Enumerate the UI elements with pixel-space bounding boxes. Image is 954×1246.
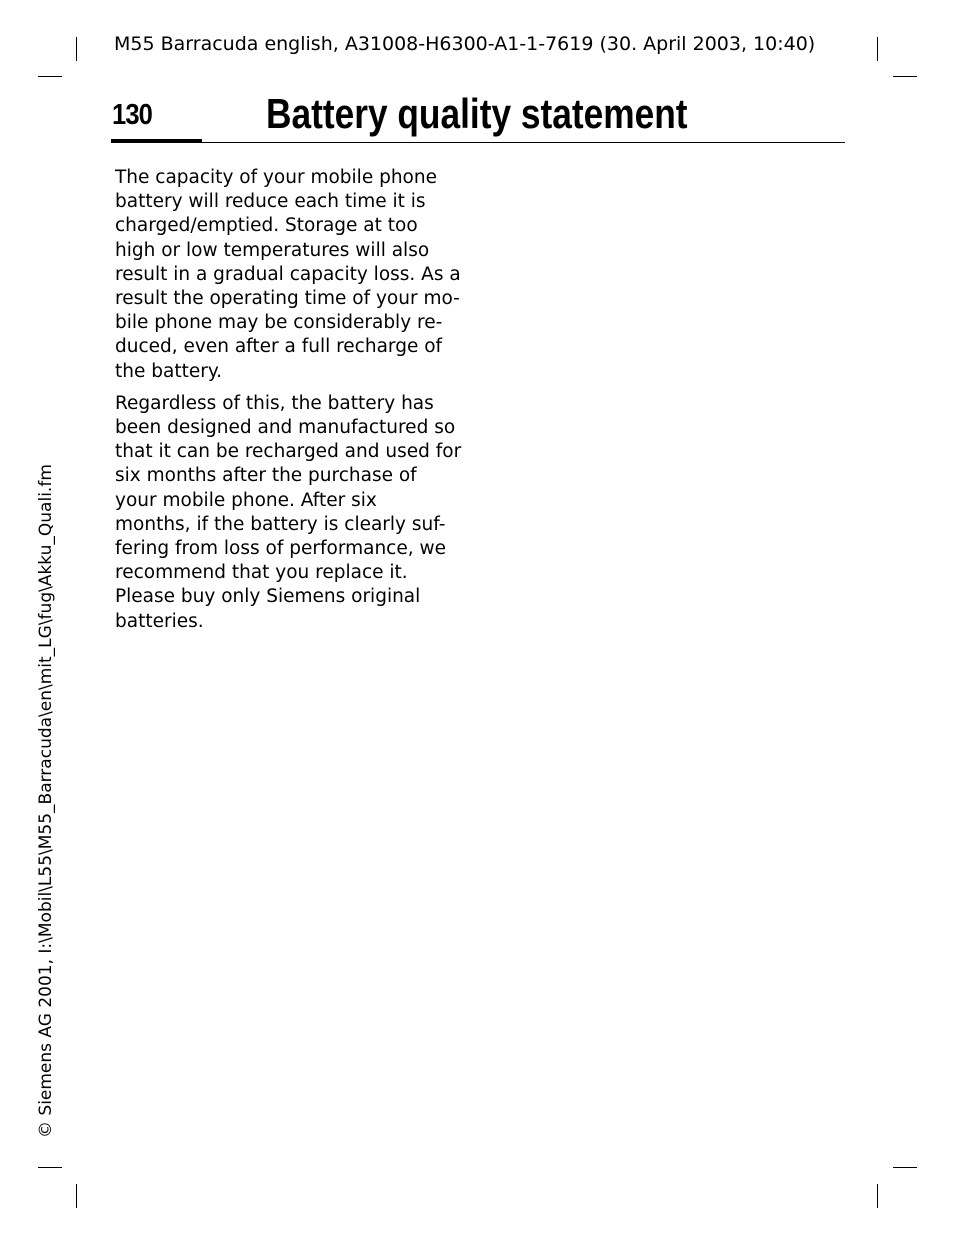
text-line: high or low temperatures will also [115, 239, 430, 261]
page-title: Battery quality statement [266, 90, 688, 137]
text-line: bile phone may be considerably re- [115, 312, 443, 334]
crop-mark-bottom-right-horizontal [893, 1167, 917, 1168]
crop-mark-bottom-right-vertical [877, 1184, 878, 1208]
text-line: The capacity of your mobile phone [115, 167, 437, 188]
text-line: six months after the purchase of [115, 465, 417, 487]
text-line: duced, even after a full recharge of [115, 336, 443, 358]
text-line: recommend that you replace it. [115, 562, 408, 584]
paragraph [115, 166, 465, 384]
text-line: batteries. [115, 610, 204, 632]
page-number: 130 [112, 99, 152, 131]
copyright-file-path: © Siemens AG 2001, I:\Mobil\L55\M55_Barracuda\en\mit_LG\fug\Akku_Quali.fm [36, 464, 56, 1138]
text-line: your mobile phone. After six [115, 489, 377, 511]
crop-mark-top-right-horizontal [893, 76, 917, 77]
body-text [115, 166, 465, 642]
crop-mark-top-left-horizontal [38, 76, 62, 77]
title-rule [111, 142, 845, 143]
crop-mark-top-left-vertical [76, 37, 77, 61]
text-line: result in a gradual capacity loss. As a [115, 263, 461, 285]
text-line: the battery. [115, 360, 223, 382]
text-line: been designed and manufactured so [115, 417, 456, 439]
crop-mark-top-right-vertical [877, 37, 878, 61]
crop-mark-bottom-left-vertical [76, 1184, 77, 1208]
paragraph [115, 392, 465, 634]
running-head: M55 Barracuda english, A31008-H6300-A1-1-7619 (30. April 2003, 10:40) [114, 33, 816, 55]
text-line: fering from loss of performance, we [115, 538, 447, 560]
text-line: that it can be recharged and used for [115, 441, 462, 463]
text-line: Please buy only Siemens original [115, 586, 421, 608]
text-line: result the operating time of your mo- [115, 288, 460, 310]
text-line: battery will reduce each time it is [115, 191, 426, 213]
text-line: charged/emptied. Storage at too [115, 215, 418, 237]
text-line: months, if the battery is clearly suf- [115, 513, 446, 535]
crop-mark-bottom-left-horizontal [38, 1167, 62, 1168]
text-line: Regardless of this, the battery has [115, 392, 434, 414]
